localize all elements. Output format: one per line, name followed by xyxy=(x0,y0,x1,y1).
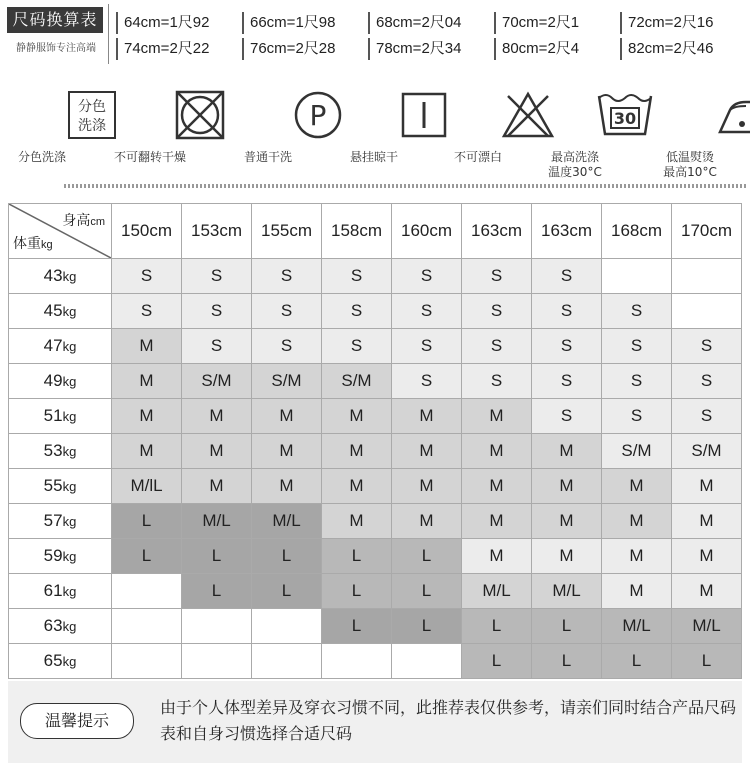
size-cell: M xyxy=(112,399,182,434)
size-cell: S xyxy=(392,294,462,329)
size-cell: L xyxy=(462,644,532,679)
size-cell: M xyxy=(532,504,602,539)
weight-cell: 65kg xyxy=(9,644,112,679)
weight-cell: 45kg xyxy=(9,294,112,329)
height-header-row xyxy=(9,204,742,259)
size-cell: S xyxy=(112,294,182,329)
svg-text:30: 30 xyxy=(613,109,637,128)
size-cell: S xyxy=(252,329,322,364)
size-cell: M xyxy=(462,539,532,574)
size-cell: M xyxy=(462,399,532,434)
size-cell: S xyxy=(672,329,742,364)
size-cell: S xyxy=(532,294,602,329)
size-cell: M xyxy=(392,399,462,434)
care-label: 不可漂白 xyxy=(453,150,502,164)
table-row xyxy=(9,644,742,679)
size-cell: S/M xyxy=(182,364,252,399)
size-cell: S xyxy=(252,294,322,329)
size-recommendation-table xyxy=(8,203,742,679)
size-cell: L xyxy=(252,539,322,574)
size-cell: L xyxy=(672,644,742,679)
size-cell: S xyxy=(602,364,672,399)
weight-cell: 49kg xyxy=(9,364,112,399)
size-cell xyxy=(252,609,322,644)
weight-cell: 51kg xyxy=(9,399,112,434)
no-bleach-icon xyxy=(478,88,578,142)
size-cell: M xyxy=(322,469,392,504)
hang-dry-icon xyxy=(374,88,474,142)
table-row xyxy=(9,574,742,609)
size-cell: S xyxy=(532,329,602,364)
size-cell: M xyxy=(322,434,392,469)
height-header-cell: 168cm xyxy=(602,204,672,259)
height-axis-label: 身高cm xyxy=(62,212,105,228)
size-cell: S xyxy=(112,259,182,294)
care-label: 悬挂晾干 xyxy=(349,150,398,164)
size-cell: M xyxy=(602,539,672,574)
conversion-cell: 76cm=2尺28 xyxy=(242,38,335,60)
size-cell: M xyxy=(672,574,742,609)
conversion-cell: 78cm=2尺34 xyxy=(368,38,461,60)
size-cell: S/M xyxy=(322,364,392,399)
height-header-cell: 163cm xyxy=(462,204,532,259)
tip-badge: 温馨提示 xyxy=(20,703,134,739)
height-header-cell: 158cm xyxy=(322,204,392,259)
size-cell xyxy=(672,259,742,294)
table-row xyxy=(9,399,742,434)
size-cell: M xyxy=(672,539,742,574)
size-cell: M xyxy=(672,504,742,539)
size-cell: S xyxy=(602,294,672,329)
conversion-title-block xyxy=(4,4,109,64)
size-cell: L xyxy=(112,504,182,539)
size-cell: M xyxy=(322,399,392,434)
size-cell: L xyxy=(532,644,602,679)
size-cell: M xyxy=(392,504,462,539)
size-cell: M xyxy=(182,469,252,504)
size-cell: L xyxy=(322,609,392,644)
size-cell: S xyxy=(392,259,462,294)
size-cell: M/L xyxy=(182,504,252,539)
care-label: 最高洗涤 温度30°C xyxy=(548,150,602,179)
size-conversion-header xyxy=(4,4,746,64)
weight-cell: 63kg xyxy=(9,609,112,644)
dry-clean-p-icon xyxy=(268,88,368,142)
table-row xyxy=(9,504,742,539)
size-cell: M xyxy=(462,434,532,469)
height-header-cell: 150cm xyxy=(112,204,182,259)
table-row xyxy=(9,539,742,574)
height-header-cell: 170cm xyxy=(672,204,742,259)
care-label: 普通干洗 xyxy=(243,150,292,164)
size-cell xyxy=(112,609,182,644)
size-cell: S xyxy=(602,329,672,364)
wash-30-icon xyxy=(575,88,675,142)
size-cell xyxy=(392,644,462,679)
size-cell: L xyxy=(182,574,252,609)
conversion-cell: 72cm=2尺16 xyxy=(620,12,713,34)
size-cell: L xyxy=(462,609,532,644)
size-cell: M/L xyxy=(252,504,322,539)
size-cell: S xyxy=(462,364,532,399)
size-cell: S xyxy=(672,364,742,399)
conversion-cell: 70cm=2尺1 xyxy=(494,12,579,34)
conversion-cell: 74cm=2尺22 xyxy=(116,38,209,60)
size-cell: L xyxy=(392,574,462,609)
weight-cell: 55kg xyxy=(9,469,112,504)
size-cell: S xyxy=(322,259,392,294)
size-disclaimer: 由于个人体型差异及穿衣习惯不同，此推荐表仅供参考，请亲们同时结合产品尺码表和自身习惯选择合适尺码 xyxy=(160,698,737,743)
size-cell: S xyxy=(532,364,602,399)
size-cell xyxy=(602,259,672,294)
size-cell: L xyxy=(532,609,602,644)
size-cell: S/M xyxy=(602,434,672,469)
size-cell: S xyxy=(462,294,532,329)
size-cell: M xyxy=(462,504,532,539)
size-cell: L xyxy=(322,539,392,574)
size-cell: S xyxy=(182,259,252,294)
conversion-cell: 68cm=2尺04 xyxy=(368,12,461,34)
table-row xyxy=(9,434,742,469)
size-cell xyxy=(182,609,252,644)
size-cell: M xyxy=(602,469,672,504)
weight-axis-label: 体重kg xyxy=(13,235,53,251)
height-header-cell: 160cm xyxy=(392,204,462,259)
weight-cell: 57kg xyxy=(9,504,112,539)
size-cell: M xyxy=(112,329,182,364)
conversion-cell: 80cm=2尺4 xyxy=(494,38,579,60)
size-cell: M xyxy=(532,539,602,574)
conversion-cell: 64cm=1尺92 xyxy=(116,12,209,34)
size-cell: M/L xyxy=(602,609,672,644)
footer-note xyxy=(8,681,742,763)
height-header-cell: 155cm xyxy=(252,204,322,259)
size-cell: M/L xyxy=(672,609,742,644)
size-cell: S xyxy=(322,294,392,329)
size-cell: L xyxy=(252,574,322,609)
conversion-title: 尺码换算表 xyxy=(7,7,103,33)
svg-text:洗涤: 洗涤 xyxy=(78,118,106,134)
size-cell: M xyxy=(602,504,672,539)
no-tumble-dry-icon xyxy=(150,88,250,142)
size-cell xyxy=(322,644,392,679)
conversion-cell: 82cm=2尺46 xyxy=(620,38,713,60)
table-row xyxy=(9,259,742,294)
weight-cell: 61kg xyxy=(9,574,112,609)
weight-cell: 59kg xyxy=(9,539,112,574)
height-header-cell: 163cm xyxy=(532,204,602,259)
care-label: 不可翻转干燥 xyxy=(113,150,186,164)
table-row xyxy=(9,364,742,399)
size-cell: S/M xyxy=(252,364,322,399)
svg-text:分色: 分色 xyxy=(78,99,106,115)
size-cell: S/M xyxy=(672,434,742,469)
size-cell: M xyxy=(112,434,182,469)
size-cell: M/lL xyxy=(112,469,182,504)
size-cell xyxy=(112,644,182,679)
size-cell: M xyxy=(252,434,322,469)
size-cell xyxy=(672,294,742,329)
size-cell: S xyxy=(602,399,672,434)
conversion-grid xyxy=(116,4,746,64)
low-iron-icon xyxy=(690,88,750,142)
table-row xyxy=(9,329,742,364)
size-cell xyxy=(112,574,182,609)
care-label: 分色洗涤 xyxy=(17,150,66,164)
size-cell: S xyxy=(392,364,462,399)
care-label: 低温熨烫 最高10°C xyxy=(663,150,717,179)
size-cell: S xyxy=(182,329,252,364)
size-cell: L xyxy=(112,539,182,574)
size-cell: S xyxy=(252,259,322,294)
size-cell: M xyxy=(182,399,252,434)
size-cell: M xyxy=(322,504,392,539)
size-cell: S xyxy=(182,294,252,329)
dotted-divider xyxy=(64,184,746,188)
size-cell: S xyxy=(462,259,532,294)
size-cell: S xyxy=(672,399,742,434)
size-cell: S xyxy=(322,329,392,364)
size-cell: M xyxy=(462,469,532,504)
size-cell: S xyxy=(392,329,462,364)
table-row xyxy=(9,294,742,329)
size-cell: L xyxy=(392,609,462,644)
size-cell: L xyxy=(182,539,252,574)
shop-slogan: 静静服饰专注高端 xyxy=(16,43,96,54)
care-instructions xyxy=(0,88,750,183)
size-cell: M xyxy=(392,469,462,504)
svg-text:P: P xyxy=(309,99,327,132)
size-cell: M/L xyxy=(532,574,602,609)
size-cell: M xyxy=(112,364,182,399)
table-corner xyxy=(9,204,112,259)
separate-wash-icon xyxy=(42,88,142,142)
weight-cell: 43kg xyxy=(9,259,112,294)
size-cell: M xyxy=(672,469,742,504)
size-cell: L xyxy=(602,644,672,679)
table-row xyxy=(9,609,742,644)
table-row xyxy=(9,469,742,504)
size-cell xyxy=(252,644,322,679)
size-cell: L xyxy=(322,574,392,609)
size-cell: M xyxy=(182,434,252,469)
size-cell: M xyxy=(602,574,672,609)
size-cell: L xyxy=(392,539,462,574)
height-header-cell: 153cm xyxy=(182,204,252,259)
size-cell: S xyxy=(532,399,602,434)
conversion-cell: 66cm=1尺98 xyxy=(242,12,335,34)
size-cell: M/L xyxy=(462,574,532,609)
weight-cell: 47kg xyxy=(9,329,112,364)
size-cell: S xyxy=(462,329,532,364)
size-cell: M xyxy=(392,434,462,469)
size-cell xyxy=(182,644,252,679)
size-cell: S xyxy=(532,259,602,294)
size-cell: M xyxy=(252,399,322,434)
size-cell: M xyxy=(252,469,322,504)
size-cell: M xyxy=(532,434,602,469)
size-cell: M xyxy=(532,469,602,504)
weight-cell: 53kg xyxy=(9,434,112,469)
